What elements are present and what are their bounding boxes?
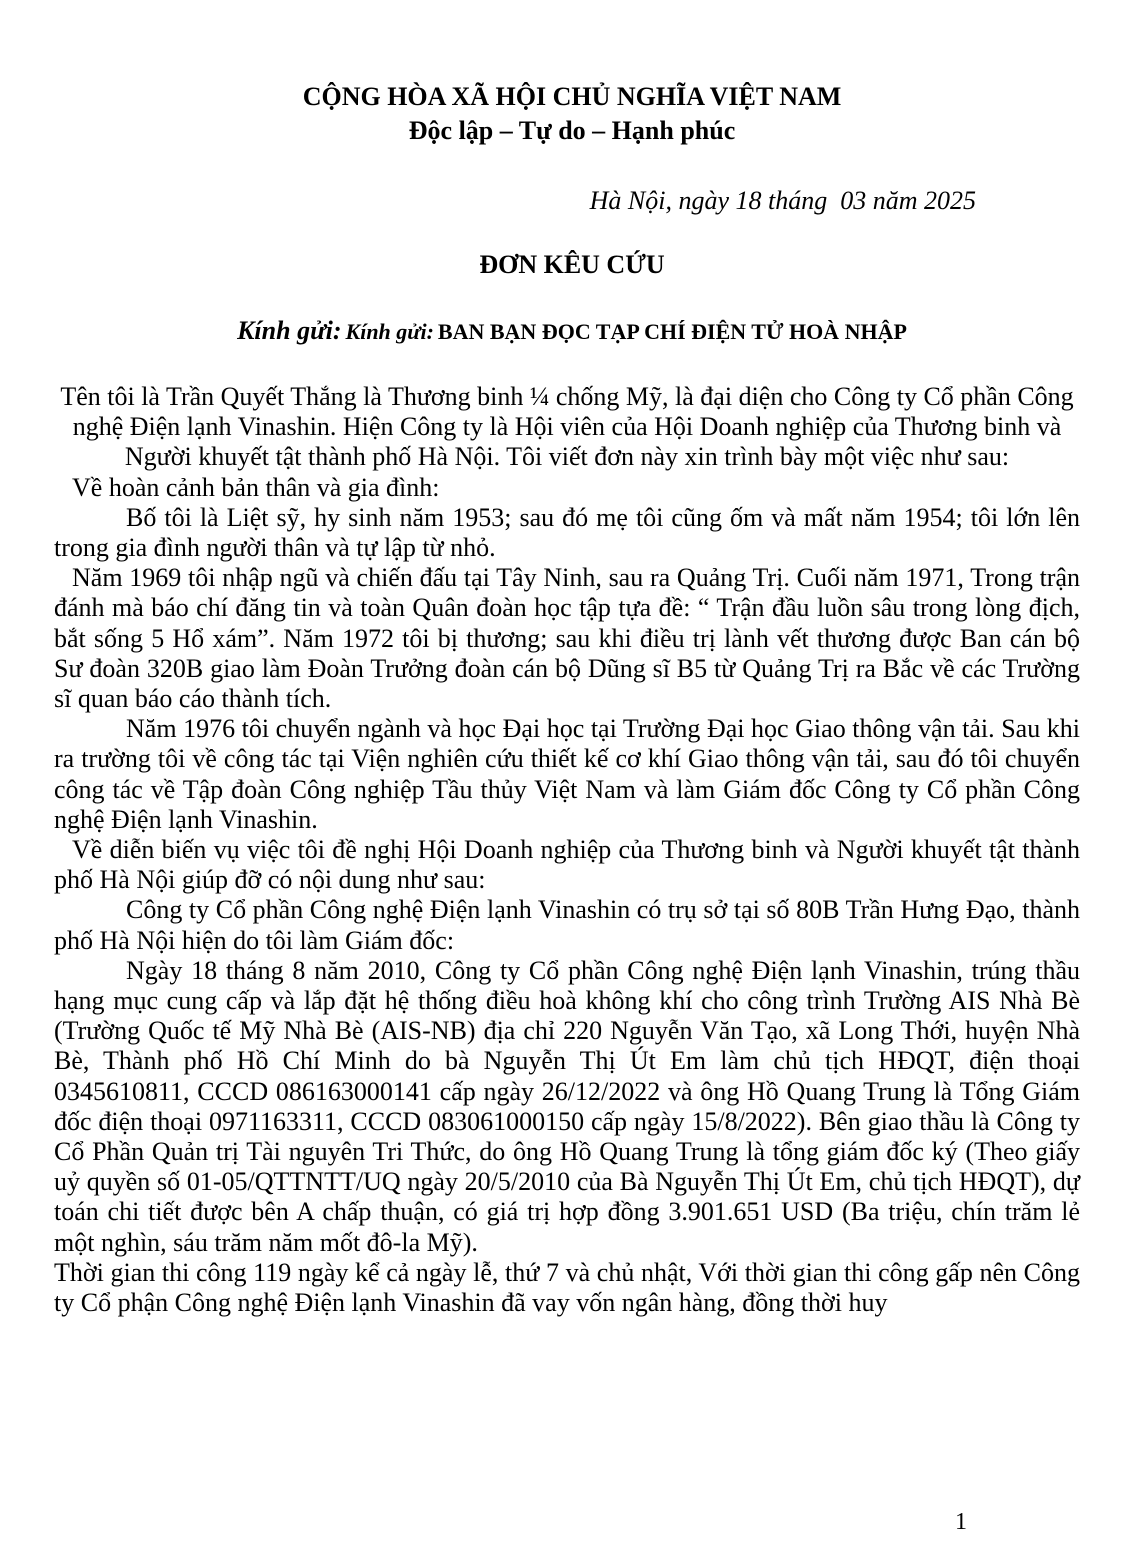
recipient-label-repeat: Kính gửi: bbox=[345, 319, 434, 344]
document-body bbox=[54, 382, 1080, 1318]
section-heading-background: Về hoàn cảnh bản thân và gia đình: bbox=[72, 472, 440, 502]
recipient-name: BAN BẠN ĐỌC TẠP CHÍ ĐIỆN TỬ HOÀ NHẬP bbox=[437, 319, 907, 344]
body-paragraph: Ngày 18 tháng 8 năm 2010, Công ty Cổ phần Công nghệ Điện lạnh Vinashin, trúng thầu hạng mục cung cấp và lắp đặt hệ thống điều hoà không khí cho công trình Trường AIS Nhà Bè (Trường Quốc tế Mỹ Nhà Bè (AIS-NB) địa chỉ 220 Nguyễn Văn Tạo, xã Long Thới, huyện Nhà Bè, Thành phố Hồ Chí Minh do bà Nguyễn Thị Út Em làm chủ tịch HĐQT, điện thoại 0345610811, CCCD 086163000141 cấp ngày 26/12/2022 và ông Hồ Quang Trung là Tổng Giám đốc điện thoại 0971163311, CCCD 083061000150 cấp ngày 15/8/2022). Bên giao thầu là Công ty Cổ Phần Quản trị Tài nguyên Tri Thức, do ông Hồ Quang Trung là tổng giám đốc ký (Theo giấy uỷ quyền số 01-05/QTTNTT/UQ ngày 20/5/2010 của Bà Nguyễn Thị Út Em, chủ tịch HĐQT), dự toán chi tiết được bên A chấp thuận, có giá trị hợp đồng 3.901.651 USD (Ba triệu, chín trăm lẻ một nghìn, sáu trăm năm mốt đô-la Mỹ). bbox=[54, 955, 1080, 1257]
body-paragraph: Công ty Cổ phần Công nghệ Điện lạnh Vinashin có trụ sở tại số 80B Trần Hưng Đạo, thành phố Hà Nội hiện do tôi làm Giám đốc: bbox=[54, 895, 1080, 955]
national-title: CỘNG HÒA XÃ HỘI CHỦ NGHĨA VIỆT NAM bbox=[302, 82, 842, 111]
body-paragraph: Thời gian thi công 119 ngày kể cả ngày lễ, thứ 7 và chủ nhật, Với thời gian thi công gấp nên Công ty Cổ phận Công nghệ Điện lạnh Vinashin đã vay vốn ngân hàng, đồng thời huy bbox=[54, 1257, 1080, 1318]
body-paragraph: Năm 1969 tôi nhập ngũ và chiến đấu tại Tây Ninh, sau ra Quảng Trị. Cuối năm 1971, Trong trận đánh mà báo chí đăng tin và toàn Quân đoàn học tập tựa đề: “ Trận đầu luồn sâu trong lòng địch, bắt sống 5 Hổ xám”. Năm 1972 tôi bị thương; sau khi điều trị lành vết thương được Ban cán bộ Sư đoàn 320B giao làm Đoàn Trưởng đoàn cán bộ Dũng sĩ B5 từ Quảng Trị ra Bắc về các Trường sĩ quan báo cáo thành tích. bbox=[54, 563, 1080, 714]
national-motto: Độc lập – Tự do – Hạnh phúc bbox=[408, 116, 736, 145]
section-heading-incident: Về diễn biến vụ việc tôi đề nghị Hội Doanh nghiệp của Thương binh và Người khuyết tật thành phố Hà Nội giúp đỡ có nội dung như sau: bbox=[54, 835, 1080, 895]
body-paragraph: Bố tôi là Liệt sỹ, hy sinh năm 1953; sau đó mẹ tôi cũng ốm và mất năm 1954; tôi lớn lên trong gia đình người thân và tự lập từ nhỏ. bbox=[54, 502, 1080, 563]
recipient-label: Kính gửi: bbox=[237, 316, 342, 345]
intro-paragraph: Tên tôi là Trần Quyết Thắng là Thương binh ¼ chống Mỹ, là đại diện cho Công ty Cổ phần Công nghệ Điện lạnh Vinashin. Hiện Công ty là Hội viên của Hội Doanh nghiệp của Thương binh và Người khuyết tật thành phố Hà Nội. Tôi viết đơn này xin trình bày một việc như sau: bbox=[60, 382, 1074, 472]
recipient-line bbox=[54, 314, 1080, 352]
body-paragraph: Năm 1976 tôi chuyển ngành và học Đại học tại Trường Đại học Giao thông vận tải. Sau khi ra trường tôi về công tác tại Viện nghiên cứu thiết kế cơ khí Giao thông vận tải, sau đó tôi chuyển công tác về Tập đoàn Công nghiệp Tầu thủy Việt Nam và làm Giám đốc Công ty Cổ phần Công nghệ Điện lạnh Vinashin. bbox=[54, 714, 1080, 834]
date-line: Hà Nội, ngày 18 tháng 03 năm 2025 bbox=[589, 186, 976, 215]
document-title: ĐƠN KÊU CỨU bbox=[479, 250, 665, 279]
page-number: 1 bbox=[955, 1509, 967, 1535]
